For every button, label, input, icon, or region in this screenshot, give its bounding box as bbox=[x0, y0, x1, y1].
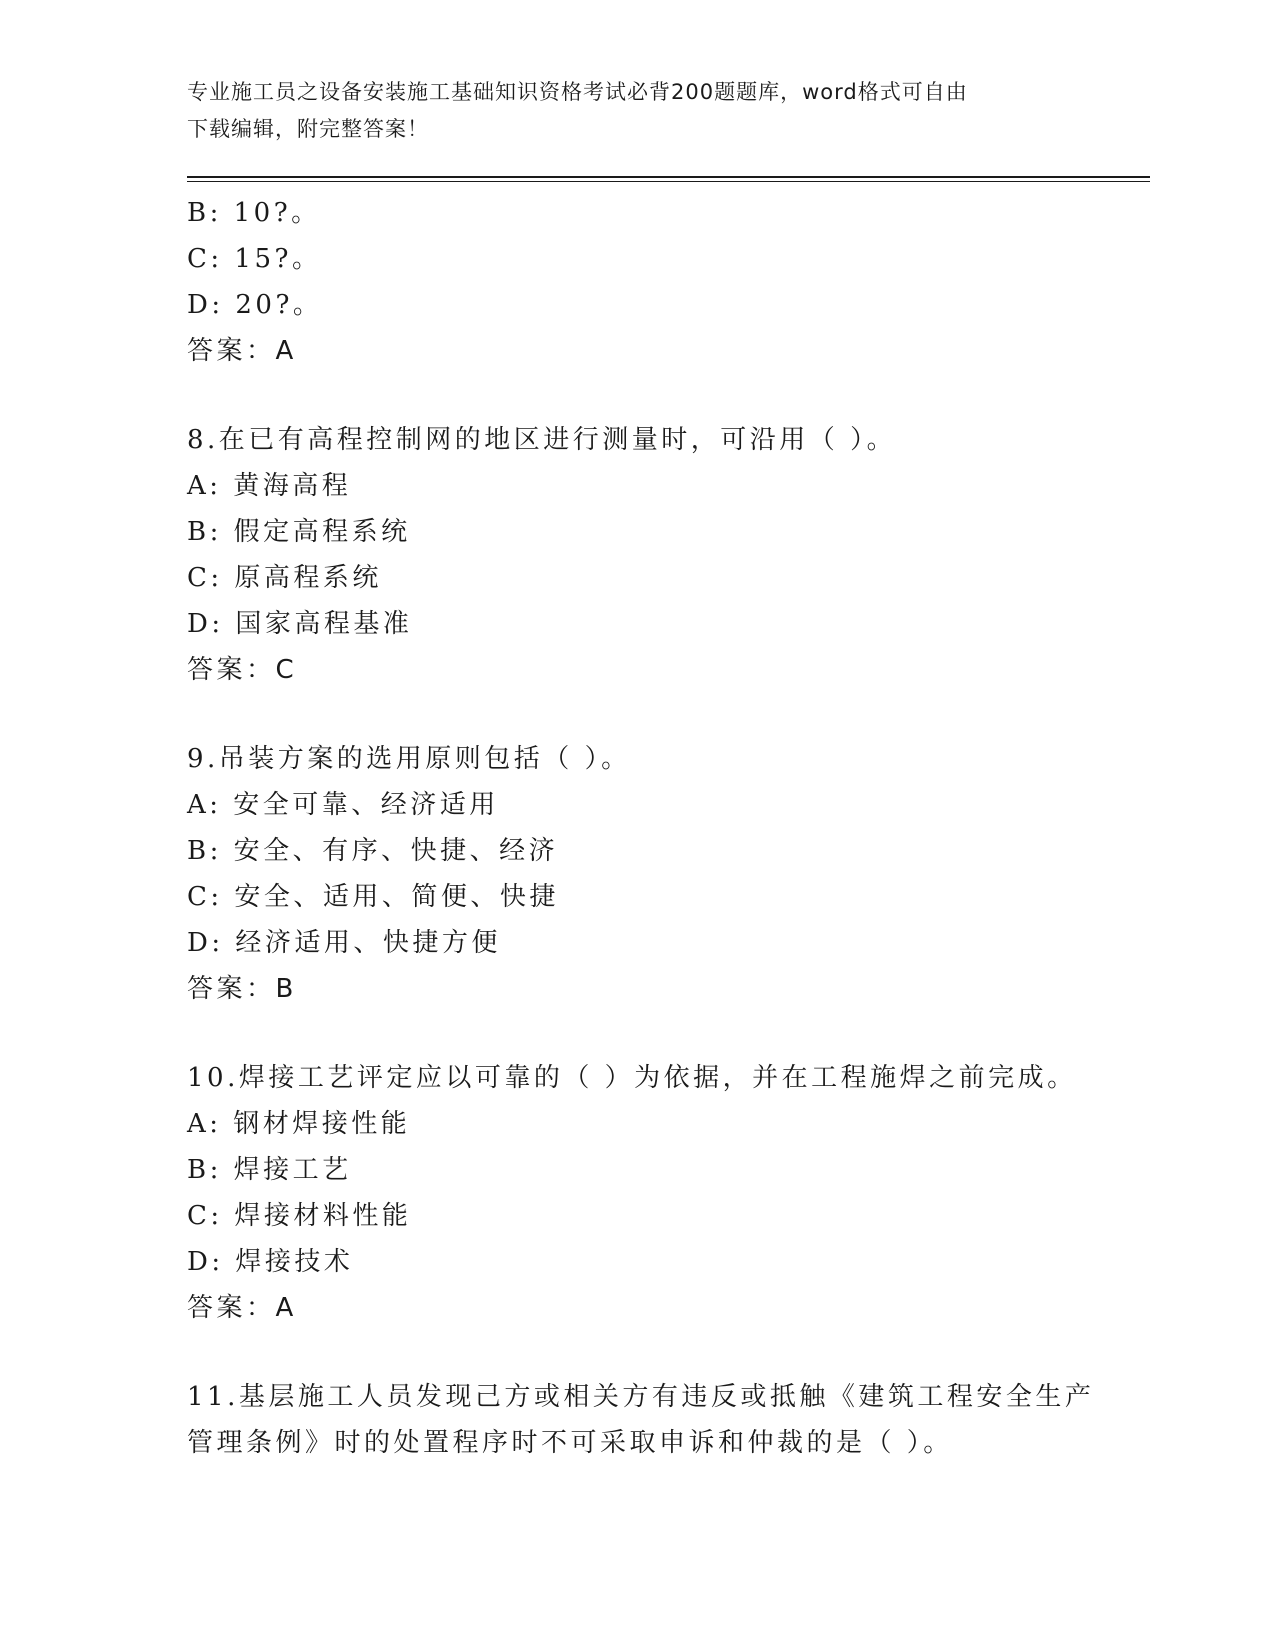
option-c: C: 焊接材料性能 bbox=[187, 1201, 412, 1231]
question-7-continued bbox=[187, 190, 1137, 374]
option-c: C: 安全、适用、简便、快捷 bbox=[187, 882, 559, 912]
option-a: A: 钢材焊接性能 bbox=[187, 1109, 411, 1139]
answer: 答案：A bbox=[187, 1293, 297, 1323]
question-8 bbox=[187, 417, 1137, 693]
option-d: D: 国家高程基准 bbox=[187, 609, 413, 639]
option-d: D: 20?。 bbox=[187, 290, 323, 320]
question-9 bbox=[187, 736, 1137, 1012]
document-body bbox=[187, 190, 1137, 1466]
header-divider bbox=[187, 176, 1150, 178]
option-a: A: 安全可靠、经济适用 bbox=[187, 790, 499, 820]
answer: 答案：C bbox=[187, 655, 298, 685]
header-line: 专业施工员之设备安装施工基础知识资格考试必背200题题库，word格式可自由 bbox=[187, 80, 968, 104]
question-text: 10.焊接工艺评定应以可靠的（ ）为依据，并在工程施焊之前完成。 bbox=[187, 1063, 1077, 1093]
answer: 答案：A bbox=[187, 336, 297, 366]
option-b: B: 安全、有序、快捷、经济 bbox=[187, 836, 559, 866]
header-line: 下载编辑，附完整答案！ bbox=[187, 117, 429, 141]
answer: 答案：B bbox=[187, 974, 297, 1004]
question-11 bbox=[187, 1374, 1137, 1466]
question-text: 9.吊装方案的选用原则包括（ ）。 bbox=[187, 744, 631, 774]
option-b: B: 焊接工艺 bbox=[187, 1155, 352, 1185]
document-header bbox=[187, 74, 1077, 148]
option-c: C: 15?。 bbox=[187, 244, 322, 274]
question-text: 11.基层施工人员发现己方或相关方有违反或抵触《建筑工程安全生产 bbox=[187, 1382, 1095, 1412]
question-text: 8.在已有高程控制网的地区进行测量时，可沿用（ ）。 bbox=[187, 425, 897, 455]
question-text-continued: 管理条例》时的处置程序时不可采取申诉和仲裁的是（ ）。 bbox=[187, 1428, 953, 1458]
option-d: D: 焊接技术 bbox=[187, 1247, 354, 1277]
header-divider-thin bbox=[187, 181, 1150, 182]
option-b: B: 假定高程系统 bbox=[187, 517, 411, 547]
option-b: B: 10?。 bbox=[187, 198, 321, 228]
option-d: D: 经济适用、快捷方便 bbox=[187, 928, 501, 958]
option-c: C: 原高程系统 bbox=[187, 563, 382, 593]
option-a: A: 黄海高程 bbox=[187, 471, 352, 501]
question-10 bbox=[187, 1055, 1137, 1331]
